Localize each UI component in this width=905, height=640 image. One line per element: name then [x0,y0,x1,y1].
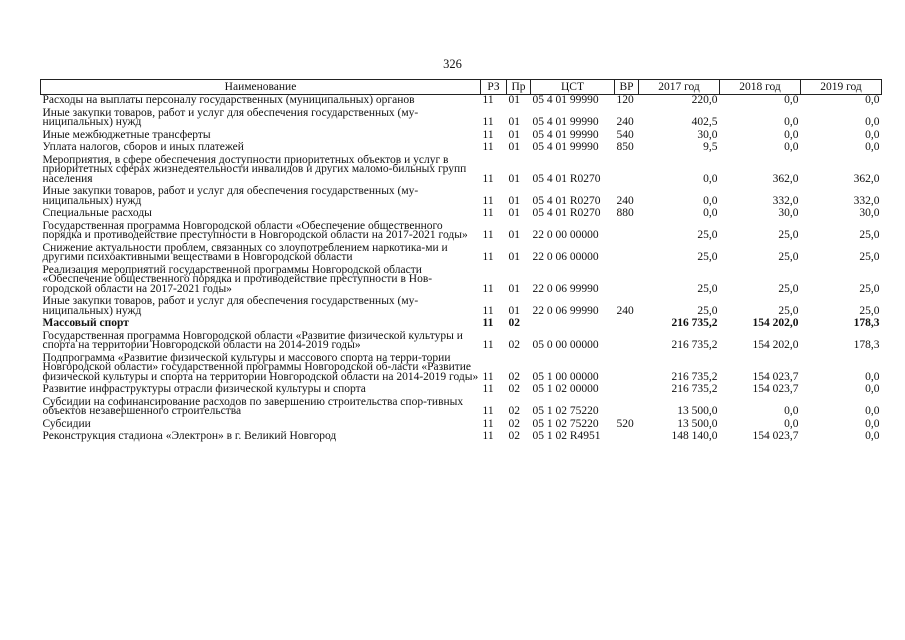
cell-2017: 30,0 [697,128,718,141]
table-row [41,155,882,187]
cell-2017: 148 140,0 [671,430,718,442]
cell-rz: 11 [482,172,494,185]
cell-name: Иные закупки товаров, работ и услуг для обеспечения государственных (му-ниципальных) нужд [42,106,419,128]
page-number: 326 [443,57,462,71]
cell-2019: 0,0 [865,116,880,128]
cell-rz: 11 [482,430,494,442]
cell-pr: 02 [508,405,520,417]
cell-name: Субсидии на софинансирование расходов по завершению строительства спор-тивных объектов незавершенного строительства [42,395,464,417]
cell-2017: 13 500,0 [677,405,718,417]
cell-pr: 02 [508,417,520,430]
cell-cst: 05 1 02 00000 [532,383,599,395]
cell-2017: 9,5 [703,141,718,153]
cell-name: Расходы на выплаты персоналу государственных (муниципальных) органов [42,94,415,106]
table-row [41,353,882,385]
table-row [41,331,882,353]
cell-cst: 22 0 06 00000 [532,251,599,263]
cell-2017: 216 735,2 [671,339,718,351]
cell-2019: 30,0 [859,207,880,219]
cell-cst [531,318,615,331]
cell-vr [615,243,639,265]
cell-vr: 540 [616,128,634,141]
cell-vr [615,318,639,331]
cell-2017: 25,0 [697,282,718,295]
cell-pr: 01 [508,304,520,317]
cell-2017: 402,5 [691,116,718,128]
cell-2017: 220,0 [691,94,718,106]
cell-vr [615,265,639,297]
cell-2017: 0,0 [703,207,718,219]
cell-2019: 0,0 [865,383,880,395]
cell-pr: 01 [508,94,520,106]
cell-name: Специальные расходы [42,207,152,219]
cell-2019: 0,0 [865,417,880,430]
cell-2018: 30,0 [778,207,799,219]
cell-2019: 0,0 [865,128,880,141]
cell-2019: 178,3 [853,317,880,329]
cell-rz: 11 [482,370,494,383]
cell-cst: 05 4 01 R0270 [532,172,601,185]
cell-name: Субсидии [42,417,91,430]
cell-2019: 362,0 [853,172,880,185]
header-2017: 2017 год [639,80,720,95]
cell-cst: 22 0 06 99990 [532,304,599,317]
cell-2018: 154 202,0 [752,339,799,351]
cell-2019: 178,3 [853,339,880,351]
cell-pr: 02 [508,339,520,351]
cell-cst: 05 1 00 00000 [532,370,599,383]
table-row [41,186,882,208]
cell-2017: 0,0 [703,194,718,207]
cell-pr: 01 [508,229,520,241]
cell-rz: 11 [482,194,494,207]
cell-vr: 240 [616,304,634,317]
header-vr: ВР [615,80,639,95]
cell-2019: 0,0 [865,370,880,383]
cell-vr [615,384,639,397]
table-body [41,95,882,444]
cell-2019: 0,0 [865,405,880,417]
cell-pr: 01 [508,116,520,128]
cell-name: Подпрограмма «Развитие физической культуры и массового спорта на терри-тории Новгородской области» государственной программы Новгородской об-ласти «Развитие физической культуры и спорта на территории Новгородской области на 2014-2019 годы» [42,351,479,383]
cell-pr: 02 [508,383,520,395]
cell-2019: 0,0 [865,430,880,442]
cell-2018: 154 023,7 [752,370,799,383]
cell-name: Мероприятия, в сфере обеспечения доступности приоритетных объектов и услуг в приоритетных сферах жизнедеятельности инвалидов и других маломо-бильных групп населения [42,153,467,185]
cell-2017: 216 735,2 [671,383,718,395]
cell-pr: 01 [508,282,520,295]
cell-2019: 25,0 [859,229,880,241]
table-row [41,265,882,297]
cell-cst: 05 1 02 R4951 [532,430,601,442]
cell-name: Снижение актуальности проблем, связанных со злоупотреблением наркотика-ми и другими психоактивными веществами в Новгородской области [42,241,448,263]
cell-2019: 0,0 [865,141,880,153]
cell-cst: 05 0 00 00000 [532,339,599,351]
cell-rz: 11 [482,229,494,241]
cell-pr: 01 [508,194,520,207]
cell-rz: 11 [482,383,494,395]
cell-2018: 0,0 [784,116,799,128]
cell-2019: 332,0 [853,194,880,207]
cell-vr: 240 [616,116,634,128]
header-2019: 2019 год [801,80,882,95]
cell-2018: 154 202,0 [752,317,799,329]
cell-vr: 880 [616,207,634,219]
cell-pr: 02 [508,317,520,329]
cell-pr: 01 [508,141,520,153]
cell-vr [615,331,639,353]
cell-vr [615,397,639,419]
table-row [41,208,882,221]
table-row [41,296,882,318]
cell-name: Реализация мероприятий государственной программы Новгородской области «Обеспечение общественного порядка и противодействие преступности в Нов-городской области на 2017-2021 годы» [42,263,433,295]
cell-2018: 25,0 [778,282,799,295]
header-pr: Пр [507,80,531,95]
table-row [41,95,882,108]
cell-rz: 11 [482,304,494,317]
cell-2018: 0,0 [784,417,799,430]
cell-name: Реконструкция стадиона «Электрон» в г. Великий Новгород [42,430,337,442]
cell-2019: 25,0 [859,251,880,263]
cell-vr [615,431,639,444]
table-row [41,142,882,155]
cell-pr: 02 [508,370,520,383]
cell-2017: 216 735,2 [671,317,718,329]
cell-2017: 216 735,2 [671,370,718,383]
cell-name: Уплата налогов, сборов и иных платежей [42,141,244,153]
cell-pr: 01 [508,172,520,185]
table-row [41,318,882,331]
table-row [41,108,882,130]
cell-cst: 05 4 01 R0270 [532,207,601,219]
table-row [41,431,882,444]
cell-cst: 05 4 01 99990 [532,94,599,106]
cell-name: Государственная программа Новгородской области «Развитие физической культуры и спорта на территории Новгородской области на 2014-2019 годы» [42,329,463,351]
cell-cst: 05 4 01 99990 [532,128,599,141]
cell-cst: 05 4 01 R0270 [532,194,601,207]
cell-cst: 22 0 06 99990 [532,282,599,295]
header-2018: 2018 год [720,80,801,95]
cell-2017: 13 500,0 [677,417,718,430]
cell-vr: 520 [616,417,634,430]
cell-pr: 02 [508,430,520,442]
cell-pr: 01 [508,207,520,219]
cell-2019: 25,0 [859,304,880,317]
cell-cst: 05 4 01 99990 [532,141,599,153]
cell-name: Государственная программа Новгородской области «Обеспечение общественного порядка и противодействие преступности в Новгородской области на 2017-2021 годы» [42,219,468,241]
cell-2019: 25,0 [859,282,880,295]
cell-pr: 01 [508,128,520,141]
cell-2017: 25,0 [697,229,718,241]
cell-vr [615,221,639,243]
cell-2017: 25,0 [697,251,718,263]
cell-2018: 362,0 [772,172,799,185]
cell-rz: 11 [482,128,494,141]
cell-cst: 05 4 01 99990 [532,116,599,128]
cell-rz: 11 [482,317,494,329]
table-row [41,243,882,265]
cell-2018: 0,0 [784,128,799,141]
cell-rz: 11 [482,251,494,263]
cell-2018: 154 023,7 [752,430,799,442]
cell-2018: 0,0 [784,141,799,153]
cell-rz: 11 [482,405,494,417]
table-row [41,397,882,419]
cell-vr: 850 [616,141,634,153]
cell-rz: 11 [482,116,494,128]
cell-2018: 0,0 [784,94,799,106]
cell-vr [615,353,639,385]
table-row [41,384,882,397]
cell-rz: 11 [482,207,494,219]
cell-2017: 0,0 [703,172,718,185]
cell-name: Иные межбюджетные трансферты [42,128,211,141]
cell-2018: 332,0 [772,194,799,207]
header-name: Наименование [41,80,481,95]
cell-cst: 05 1 02 75220 [532,405,599,417]
cell-vr: 240 [616,194,634,207]
cell-vr [615,155,639,187]
table-header [41,80,882,95]
cell-name: Иные закупки товаров, работ и услуг для обеспечения государственных (му-ниципальных) нужд [42,295,419,317]
budget-table [40,79,882,444]
cell-2018: 154 023,7 [752,383,799,395]
cell-2018: 25,0 [778,251,799,263]
cell-pr: 01 [508,251,520,263]
cell-name: Развитие инфраструктуры отрасли физической культуры и спорта [42,383,366,395]
cell-2018: 25,0 [778,304,799,317]
cell-rz: 11 [482,282,494,295]
cell-rz: 11 [482,94,494,106]
cell-cst: 05 1 02 75220 [532,417,599,430]
cell-rz: 11 [482,417,494,430]
cell-cst: 22 0 00 00000 [532,229,599,241]
cell-rz: 11 [482,141,494,153]
header-rz: РЗ [481,80,507,95]
cell-vr: 120 [616,94,634,106]
cell-2019: 0,0 [865,94,880,106]
cell-name: Иные закупки товаров, работ и услуг для обеспечения государственных (му-ниципальных) нужд [42,185,419,207]
cell-rz: 11 [482,339,494,351]
header-cst: ЦСТ [531,80,615,95]
cell-2017: 25,0 [697,304,718,317]
table-row [41,221,882,243]
cell-2018: 0,0 [784,405,799,417]
cell-name: Массовый спорт [42,317,129,329]
cell-2018: 25,0 [778,229,799,241]
